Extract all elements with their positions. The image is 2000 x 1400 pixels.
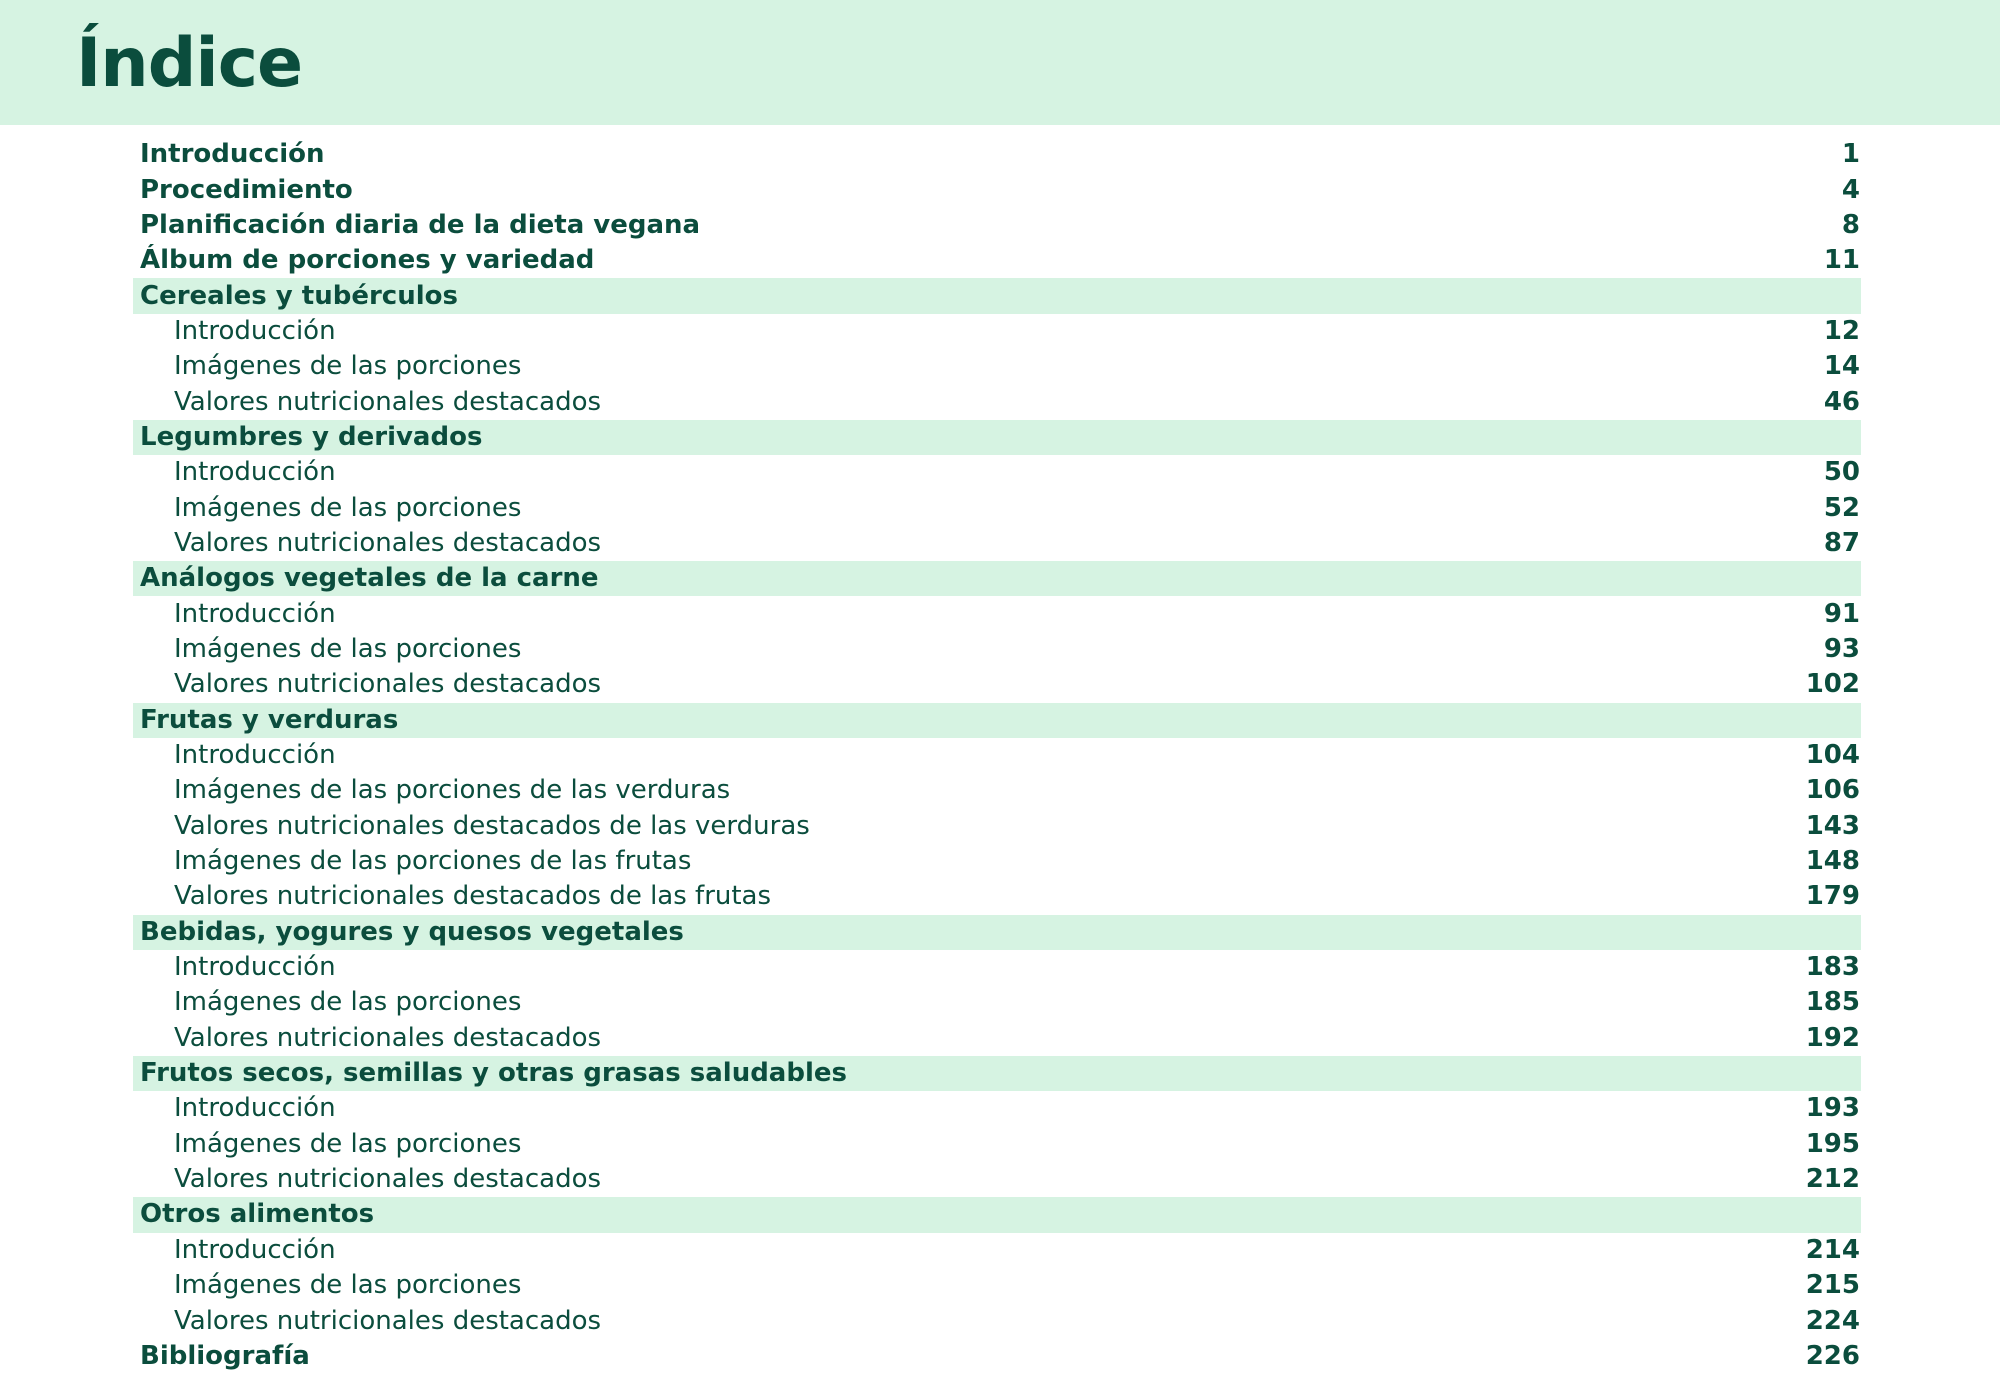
toc-entry-page-number: 185	[1805, 987, 1860, 1018]
toc-entry[interactable]	[133, 596, 1861, 631]
table-of-contents	[133, 137, 1861, 1374]
toc-entry[interactable]	[133, 1339, 1861, 1374]
toc-entry[interactable]	[133, 243, 1861, 278]
toc-entry[interactable]	[133, 314, 1861, 349]
toc-entry-label: Introducción	[174, 598, 336, 629]
toc-entry-page-number: 102	[1805, 669, 1860, 700]
toc-entry[interactable]	[133, 208, 1861, 243]
toc-entry-label: Valores nutricionales destacados de las verduras	[174, 810, 810, 841]
toc-entry[interactable]	[133, 985, 1861, 1020]
toc-entry[interactable]	[133, 1091, 1861, 1126]
toc-entry-label: Valores nutricionales destacados de las frutas	[174, 881, 772, 912]
toc-entry-page-number: 1	[1841, 139, 1860, 170]
toc-section-heading	[133, 561, 1861, 596]
toc-entry[interactable]	[133, 844, 1861, 879]
toc-entry-label: Imágenes de las porciones	[174, 1128, 522, 1159]
toc-entry[interactable]	[133, 879, 1861, 914]
toc-entry-page-number: 14	[1823, 351, 1860, 382]
toc-entry-page-number: 224	[1805, 1305, 1860, 1336]
toc-entry-label: Legumbres y derivados	[140, 421, 483, 452]
toc-entry-label: Valores nutricionales destacados	[174, 1164, 602, 1195]
toc-section-heading	[133, 1056, 1861, 1091]
toc-entry-page-number: 212	[1805, 1164, 1860, 1195]
toc-entry-page-number: 12	[1823, 315, 1860, 346]
toc-entry-label: Introducción	[174, 1093, 336, 1124]
toc-entry-page-number: 183	[1805, 952, 1860, 983]
toc-entry-label: Otros alimentos	[140, 1199, 375, 1230]
toc-entry-label: Planificación diaria de la dieta vegana	[140, 209, 701, 240]
toc-entry-page-number: 143	[1805, 810, 1860, 841]
toc-section-heading	[133, 420, 1861, 455]
toc-entry-label: Imágenes de las porciones de las frutas	[174, 846, 692, 877]
toc-entry[interactable]	[133, 667, 1861, 702]
toc-entry[interactable]	[133, 809, 1861, 844]
toc-entry[interactable]	[133, 1162, 1861, 1197]
toc-entry-label: Valores nutricionales destacados	[174, 669, 602, 700]
toc-entry-label: Introducción	[174, 952, 336, 983]
toc-entry-label: Bebidas, yogures y quesos vegetales	[140, 916, 684, 947]
toc-entry[interactable]	[133, 172, 1861, 207]
toc-entry-page-number: 148	[1805, 846, 1860, 877]
toc-entry-label: Introducción	[174, 457, 336, 488]
toc-entry-page-number: 87	[1823, 527, 1860, 558]
toc-entry[interactable]	[133, 490, 1861, 525]
toc-entry-label: Frutas y verduras	[140, 704, 399, 735]
toc-entry-label: Introducción	[140, 139, 325, 170]
toc-entry-label: Procedimiento	[140, 174, 353, 205]
page-title: Índice	[76, 24, 303, 103]
toc-entry[interactable]	[133, 1303, 1861, 1338]
toc-entry-label: Introducción	[174, 1234, 336, 1265]
toc-entry[interactable]	[133, 349, 1861, 384]
toc-entry-label: Imágenes de las porciones	[174, 351, 522, 382]
toc-entry-label: Análogos vegetales de la carne	[140, 563, 599, 594]
toc-entry-page-number: 106	[1805, 775, 1860, 806]
toc-entry-label: Imágenes de las porciones	[174, 492, 522, 523]
toc-section-heading	[133, 278, 1861, 313]
toc-entry[interactable]	[133, 1021, 1861, 1056]
toc-entry-page-number: 4	[1841, 174, 1860, 205]
toc-entry-label: Imágenes de las porciones de las verduras	[174, 775, 731, 806]
toc-entry-page-number: 215	[1805, 1270, 1860, 1301]
toc-entry-page-number: 52	[1823, 492, 1860, 523]
toc-entry[interactable]	[133, 632, 1861, 667]
page-header	[0, 0, 2000, 125]
toc-entry-label: Imágenes de las porciones	[174, 633, 522, 664]
toc-entry-page-number: 11	[1823, 245, 1860, 276]
toc-entry-label: Imágenes de las porciones	[174, 987, 522, 1018]
toc-entry[interactable]	[133, 526, 1861, 561]
toc-entry-page-number: 46	[1823, 386, 1860, 417]
toc-entry-label: Valores nutricionales destacados	[174, 527, 602, 558]
toc-entry-page-number: 226	[1805, 1340, 1860, 1371]
toc-section-heading	[133, 703, 1861, 738]
toc-entry[interactable]	[133, 773, 1861, 808]
toc-entry[interactable]	[133, 1127, 1861, 1162]
toc-entry-page-number: 193	[1805, 1093, 1860, 1124]
toc-entry[interactable]	[133, 738, 1861, 773]
toc-section-heading	[133, 1197, 1861, 1232]
toc-entry-label: Introducción	[174, 740, 336, 771]
toc-entry-label: Bibliografía	[140, 1340, 310, 1371]
toc-entry-label: Cereales y tubérculos	[140, 280, 458, 311]
toc-entry-label: Valores nutricionales destacados	[174, 1022, 602, 1053]
toc-entry[interactable]	[133, 950, 1861, 985]
toc-entry-page-number: 104	[1805, 740, 1860, 771]
toc-entry-label: Valores nutricionales destacados	[174, 1305, 602, 1336]
toc-entry-page-number: 195	[1805, 1128, 1860, 1159]
toc-entry[interactable]	[133, 384, 1861, 419]
toc-entry-label: Introducción	[174, 315, 336, 346]
toc-entry-page-number: 192	[1805, 1022, 1860, 1053]
toc-entry-page-number: 8	[1841, 209, 1860, 240]
toc-section-heading	[133, 915, 1861, 950]
toc-entry-label: Valores nutricionales destacados	[174, 386, 602, 417]
toc-entry-label: Imágenes de las porciones	[174, 1270, 522, 1301]
toc-entry-page-number: 91	[1823, 598, 1860, 629]
toc-entry-label: Frutos secos, semillas y otras grasas saludables	[140, 1058, 847, 1089]
toc-entry-label: Álbum de porciones y variedad	[140, 245, 595, 276]
toc-entry-page-number: 214	[1805, 1234, 1860, 1265]
toc-entry[interactable]	[133, 137, 1861, 172]
toc-entry-page-number: 179	[1805, 881, 1860, 912]
toc-entry[interactable]	[133, 455, 1861, 490]
toc-entry[interactable]	[133, 1233, 1861, 1268]
toc-entry-page-number: 93	[1823, 633, 1860, 664]
toc-entry-page-number: 50	[1823, 457, 1860, 488]
toc-entry[interactable]	[133, 1268, 1861, 1303]
